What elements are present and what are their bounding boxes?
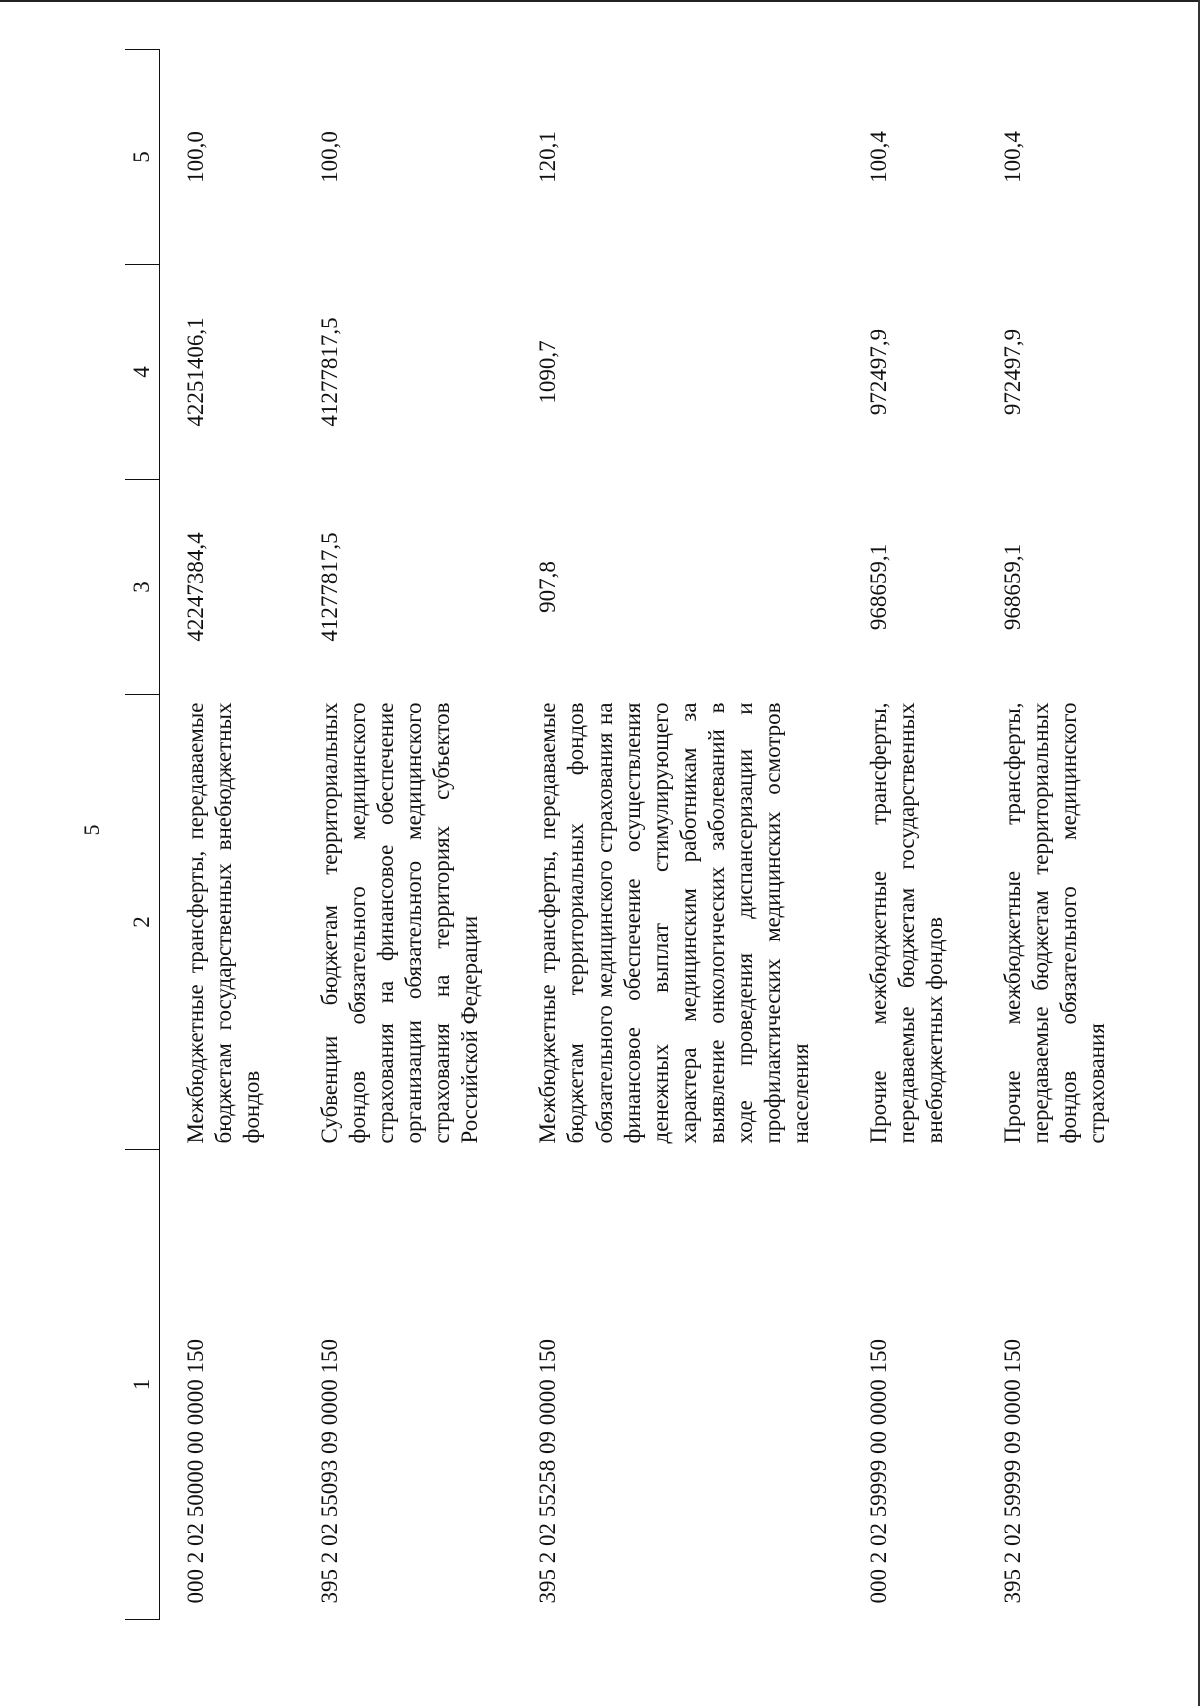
value-col-4: 42251406,1 bbox=[183, 317, 208, 427]
budget-table bbox=[125, 49, 1139, 1620]
budget-code: 000 2 02 50000 00 0000 150 bbox=[183, 1339, 208, 1604]
table-row bbox=[843, 50, 977, 1620]
header-col-4: 4 bbox=[125, 265, 160, 480]
page-number: 5 bbox=[79, 824, 104, 836]
table-row bbox=[512, 50, 842, 1620]
value-col-5: 100,4 bbox=[865, 131, 891, 183]
table-row bbox=[294, 50, 512, 1620]
header-col-3: 3 bbox=[125, 480, 160, 695]
budget-code: 395 2 02 59999 09 0000 150 bbox=[1000, 1339, 1026, 1604]
value-col-4: 1090,7 bbox=[535, 340, 561, 404]
item-name: Субвенции бюджетам территориальных фондов обязательного медицинского страхования на финансовое обеспечение организации обязательного медицинского страхования на территориях субъектов Российской Федерации bbox=[317, 702, 483, 1144]
value-col-5: 120,1 bbox=[535, 131, 561, 183]
item-name: Прочие межбюджетные трансферты, передаваемые бюджетам государственных внебюджетных фондов bbox=[865, 702, 947, 1144]
scan-edge-top bbox=[0, 0, 1200, 2]
value-col-5: 100,4 bbox=[1000, 131, 1026, 183]
header-col-5: 5 bbox=[125, 50, 160, 265]
budget-code: 395 2 02 55093 09 0000 150 bbox=[317, 1339, 343, 1604]
header-col-2: 2 bbox=[125, 695, 160, 1150]
value-col-5: 100,0 bbox=[183, 131, 208, 183]
value-col-3: 42247384,4 bbox=[183, 532, 208, 642]
value-col-5: 100,0 bbox=[317, 131, 343, 183]
item-name: Прочие межбюджетные трансферты, передаваемые бюджетам территориальных фондов обязательного медицинского страхования bbox=[1000, 702, 1110, 1144]
value-col-4: 972497,9 bbox=[1000, 328, 1026, 416]
rotated-table-container bbox=[125, 50, 1165, 1620]
value-col-4: 41277817,5 bbox=[317, 317, 343, 427]
table-row bbox=[977, 50, 1139, 1620]
item-name: Межбюджетные трансферты, передаваемые бюджетам государственных внебюджетных фондов bbox=[183, 702, 265, 1144]
budget-code: 395 2 02 55258 09 0000 150 bbox=[535, 1339, 561, 1604]
value-col-3: 968659,1 bbox=[865, 543, 891, 631]
table-row bbox=[160, 50, 295, 1620]
table-header-row bbox=[125, 50, 160, 1620]
value-col-3: 41277817,5 bbox=[317, 532, 343, 642]
budget-code: 000 2 02 59999 00 0000 150 bbox=[865, 1339, 891, 1604]
header-col-1: 1 bbox=[125, 1150, 160, 1620]
value-col-4: 972497,9 bbox=[865, 328, 891, 416]
value-col-3: 907,8 bbox=[535, 561, 561, 613]
value-col-3: 968659,1 bbox=[1000, 543, 1026, 631]
item-name: Межбюджетные трансферты, передаваемые бюджетам территориальных фондов обязательного медицинского страхования на финансовое обеспечение осуществления денежных выплат стимулирующего характера медицинским работникам за выявление онкологических заболеваний в ходе проведения диспансеризации и профилактических медицинских осмотров населения bbox=[535, 702, 813, 1144]
